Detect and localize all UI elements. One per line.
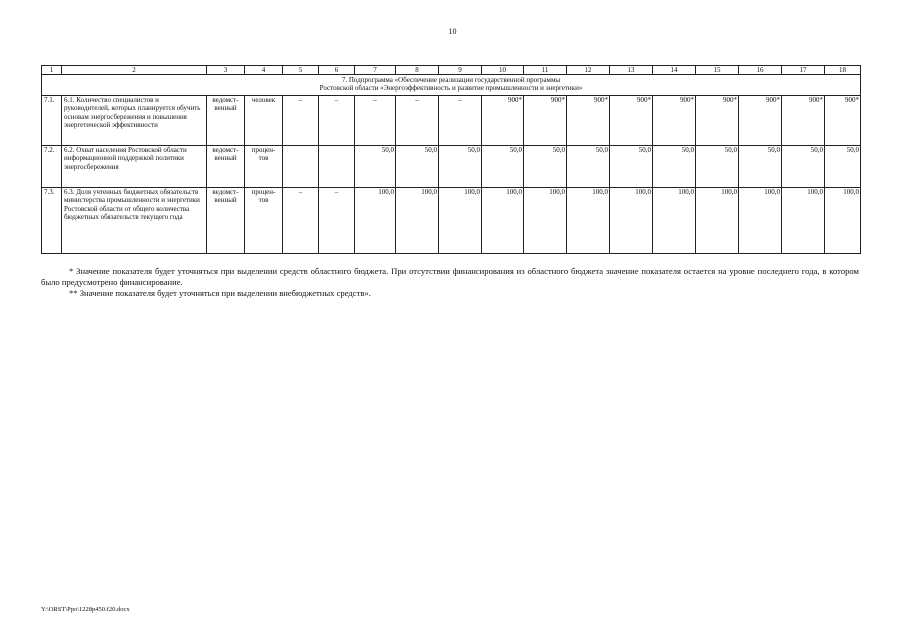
value-cell: 50,0 (653, 146, 696, 188)
value-cell (283, 146, 319, 188)
column-number-row (42, 66, 861, 75)
column-number: 17 (782, 66, 825, 75)
value-cell: 900* (782, 96, 825, 146)
table-row (42, 188, 861, 254)
row-number: 7.3. (42, 188, 62, 254)
value-cell: 50,0 (825, 146, 861, 188)
value-cell: 100,0 (396, 188, 439, 254)
column-number: 18 (825, 66, 861, 75)
indicator-name: 6.1. Количество специалистов и руководителей, которых планируется обучить основам энергосбережения и повышения энергетической эффективности (62, 96, 207, 146)
value-cell: 100,0 (696, 188, 739, 254)
value-cell: 100,0 (567, 188, 610, 254)
value-cell: 50,0 (355, 146, 396, 188)
value-cell: – (396, 96, 439, 146)
value-cell: 50,0 (396, 146, 439, 188)
file-path: Y:\ORST\Ppo\1228p450.f20.docx (41, 606, 130, 613)
section-title-line: Ростовской области «Энергоэффективность и развитие промышленности и энергетики» (319, 84, 583, 93)
column-number: 10 (482, 66, 524, 75)
footnote-single-star: * Значение показателя будет уточняться при выделении средств областного бюджета. При отсутствии финансирования из областного бюджета значение показателя остается на уровне последнего года, в котором было предусмотрено финансирование. (41, 266, 859, 287)
value-cell: 100,0 (355, 188, 396, 254)
page-number: 10 (448, 27, 457, 36)
value-cell: – (283, 96, 319, 146)
value-cell: 50,0 (567, 146, 610, 188)
value-cell: 900* (610, 96, 653, 146)
footnotes (41, 266, 859, 299)
value-cell: 100,0 (439, 188, 482, 254)
value-cell: 50,0 (482, 146, 524, 188)
indicator-name: 6.2. Охват населения Ростовской области информационной поддержкой политики энергосбережения (62, 146, 207, 188)
value-cell: 100,0 (610, 188, 653, 254)
column-number: 8 (396, 66, 439, 75)
value-cell: 100,0 (825, 188, 861, 254)
value-cell: 100,0 (524, 188, 567, 254)
value-cell: – (319, 96, 355, 146)
row-number: 7.2. (42, 146, 62, 188)
value-cell: 900* (524, 96, 567, 146)
value-cell: – (439, 96, 482, 146)
indicator-unit: человек (245, 96, 283, 146)
row-number: 7.1. (42, 96, 62, 146)
table-row (42, 96, 861, 146)
section-title (42, 75, 861, 96)
value-cell: 900* (567, 96, 610, 146)
value-cell: 900* (739, 96, 782, 146)
section-row (42, 75, 861, 96)
column-number: 16 (739, 66, 782, 75)
section-title-line: 7. Подпрограмма «Обеспечение реализации государственной программы (341, 76, 561, 85)
indicator-name: 6.3. Доля учтенных бюджетных обязательств министерства промышленности и энергетики Ростовской области от общего количества бюджетных обязательств текущего года (62, 188, 207, 254)
value-cell: 100,0 (739, 188, 782, 254)
value-cell: – (283, 188, 319, 254)
value-cell: 50,0 (696, 146, 739, 188)
value-cell: – (319, 188, 355, 254)
value-cell: 900* (482, 96, 524, 146)
indicators-table (41, 65, 861, 254)
value-cell: 50,0 (782, 146, 825, 188)
indicator-type: ведомст-венный (207, 188, 245, 254)
indicator-unit: процен-тов (245, 146, 283, 188)
column-number: 12 (567, 66, 610, 75)
value-cell: 900* (696, 96, 739, 146)
column-number: 4 (245, 66, 283, 75)
value-cell: 100,0 (653, 188, 696, 254)
value-cell: 100,0 (782, 188, 825, 254)
value-cell: 50,0 (524, 146, 567, 188)
indicator-type: ведомст-венный (207, 96, 245, 146)
column-number: 13 (610, 66, 653, 75)
column-number: 2 (62, 66, 207, 75)
column-number: 6 (319, 66, 355, 75)
column-number: 14 (653, 66, 696, 75)
column-number: 5 (283, 66, 319, 75)
column-number: 9 (439, 66, 482, 75)
value-cell: 900* (825, 96, 861, 146)
value-cell: 50,0 (739, 146, 782, 188)
value-cell: 900* (653, 96, 696, 146)
column-number: 11 (524, 66, 567, 75)
value-cell: 100,0 (482, 188, 524, 254)
indicator-type: ведомст-венный (207, 146, 245, 188)
value-cell (319, 146, 355, 188)
footnote-double-star: ** Значение показателя будет уточняться при выделении внебюджетных средств». (69, 288, 371, 298)
table-row (42, 146, 861, 188)
column-number: 7 (355, 66, 396, 75)
value-cell: 50,0 (610, 146, 653, 188)
indicator-unit: процен-тов (245, 188, 283, 254)
value-cell: – (355, 96, 396, 146)
value-cell: 50,0 (439, 146, 482, 188)
column-number: 15 (696, 66, 739, 75)
column-number: 1 (42, 66, 62, 75)
column-number: 3 (207, 66, 245, 75)
